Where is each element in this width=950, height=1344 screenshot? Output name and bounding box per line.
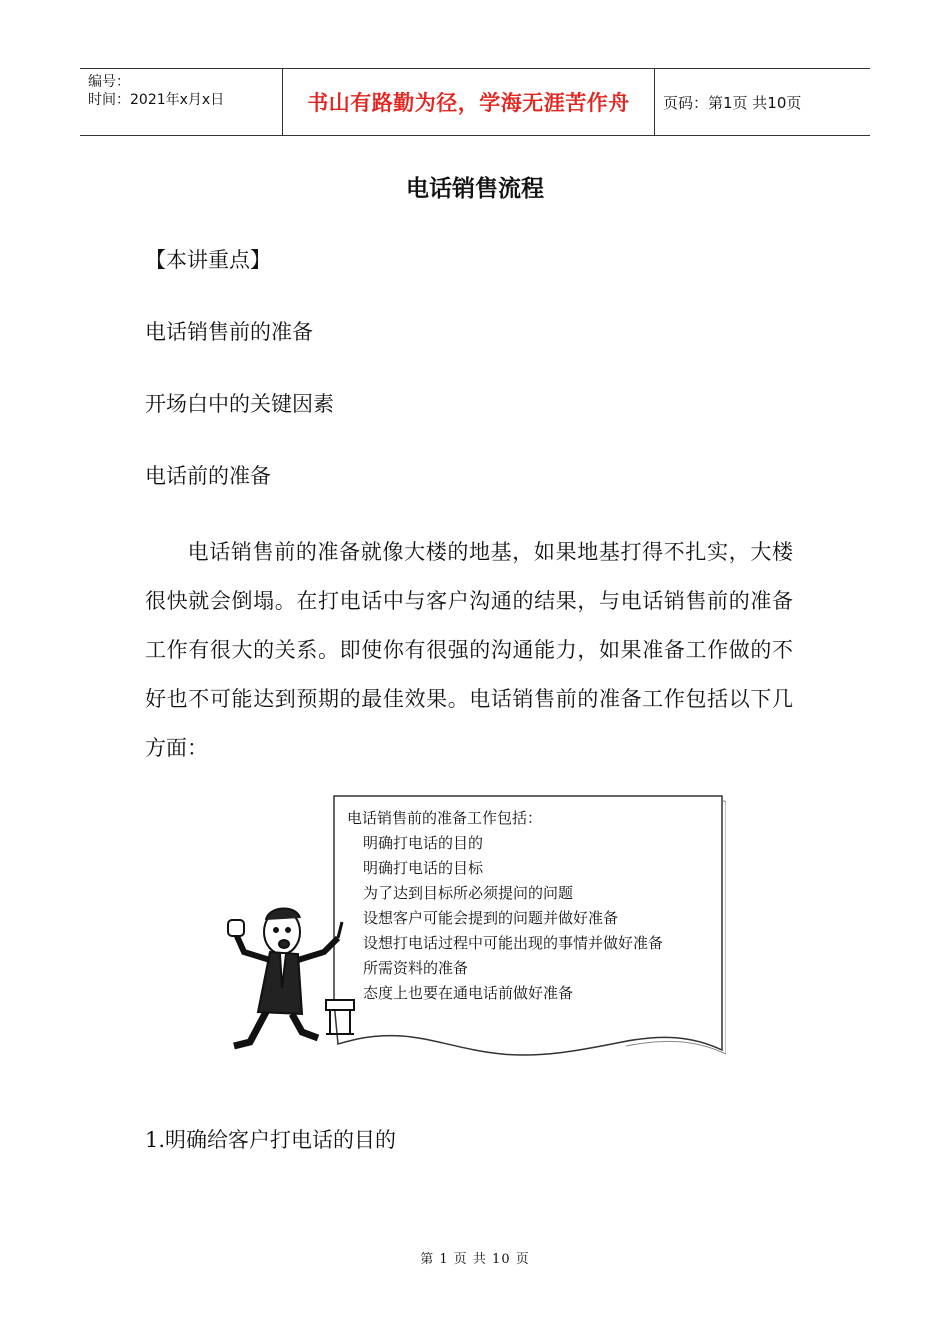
key-point-1: 电话销售前的准备 <box>145 320 313 344</box>
note-heading: 电话销售前的准备工作包括： <box>347 809 543 827</box>
header-meta <box>80 69 282 135</box>
note-item: 明确打电话的目的 <box>363 834 484 852</box>
document-header <box>80 68 870 136</box>
key-point-3: 电话前的准备 <box>145 464 271 488</box>
key-point-2: 开场白中的关键因素 <box>145 392 334 416</box>
body-paragraph-text: 电话销售前的准备就像大楼的地基，如果地基打得不扎实，大楼很快就会倒塌。在打电话中与客户沟通的结果，与电话销售前的准备工作有很大的关系。即使你有很强的沟通能力，如果准备工作做的不好也不可能达到预期的最佳效果。电话销售前的准备工作包括以下几方面： <box>145 540 793 760</box>
header-number-label: 编号： <box>88 74 130 90</box>
subheading: 1.明确给客户打电话的目的 <box>145 1128 397 1152</box>
note-item: 设想打电话过程中可能出现的事情并做好准备 <box>363 934 664 952</box>
preparation-figure <box>222 792 726 1060</box>
document-title: 电话销售流程 <box>406 176 544 202</box>
note-item: 为了达到目标所必须提问的问题 <box>363 884 574 902</box>
note-item: 所需资料的准备 <box>363 959 469 977</box>
note-item: 设想客户可能会提到的问题并做好准备 <box>363 909 619 927</box>
page-footer: 第 1 页 共 10 页 <box>420 1252 530 1267</box>
preparation-note <box>347 806 663 1006</box>
note-item: 明确打电话的目标 <box>363 859 484 877</box>
body-paragraph <box>145 528 793 773</box>
note-item: 态度上也要在通电话前做好准备 <box>363 984 574 1002</box>
header-time-label: 时间：2021年x月x日 <box>88 92 225 108</box>
section-heading: 【本讲重点】 <box>145 248 271 272</box>
header-page-info: 页码：第1页 共10页 <box>663 93 802 112</box>
header-motto: 书山有路勤为径，学海无涯苦作舟 <box>282 69 655 135</box>
